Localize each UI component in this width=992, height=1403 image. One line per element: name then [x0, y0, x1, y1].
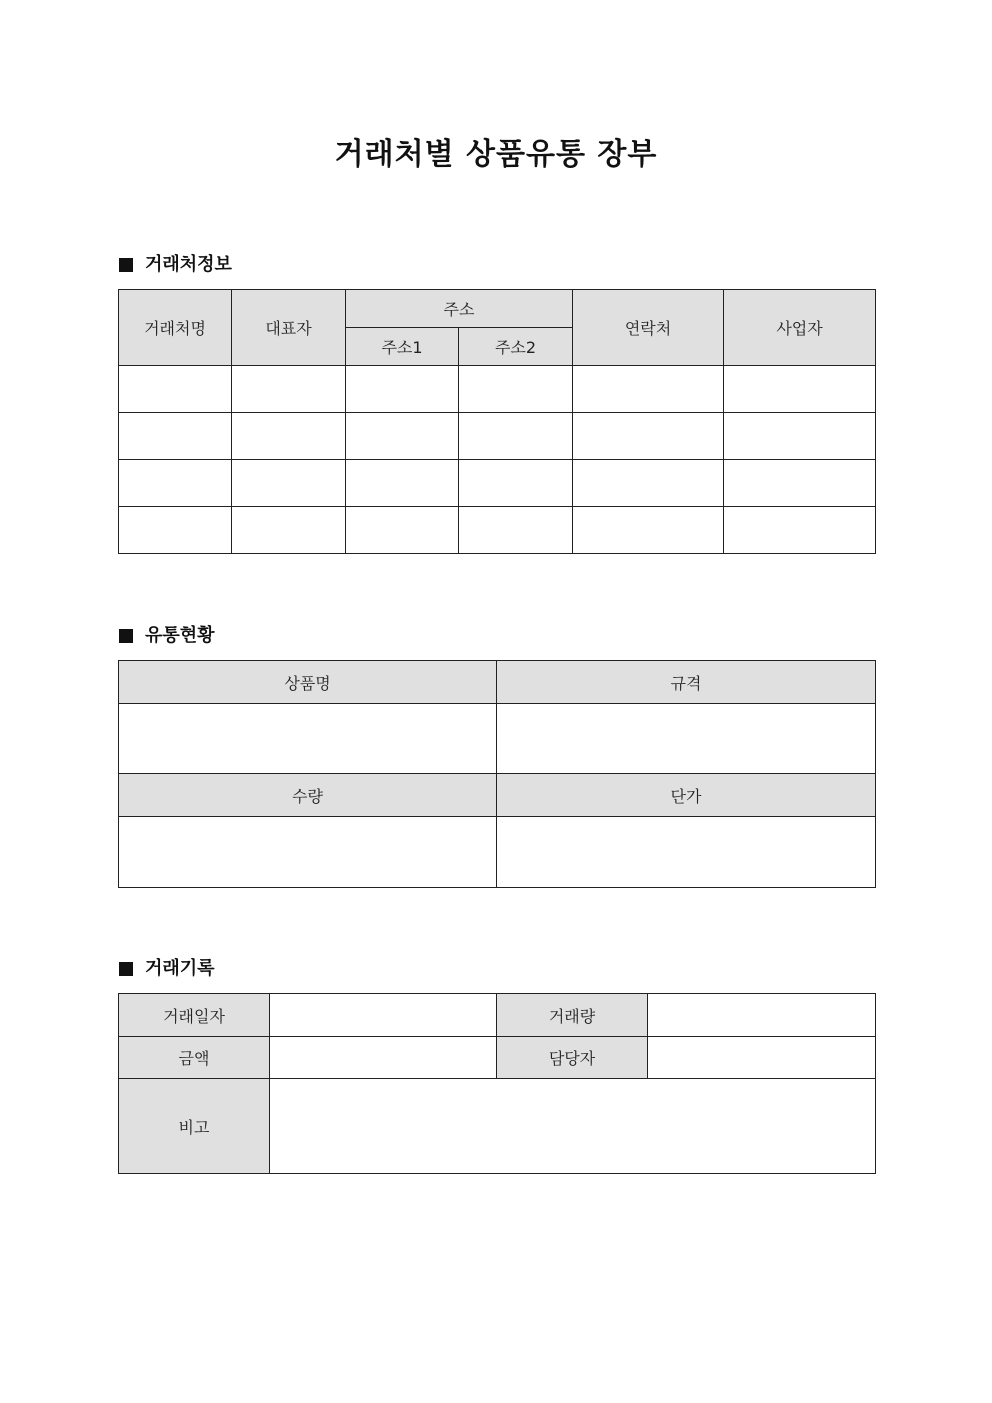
cell-transaction-volume[interactable] — [648, 994, 876, 1037]
cell-address1[interactable] — [346, 460, 459, 507]
cell-remarks[interactable] — [270, 1079, 876, 1174]
header-representative: 대표자 — [232, 290, 346, 366]
cell-product-name[interactable] — [119, 704, 497, 774]
cell-address2[interactable] — [459, 507, 573, 554]
cell-contact[interactable] — [573, 366, 724, 413]
transaction-record-table — [118, 993, 876, 1174]
cell-partner-name[interactable] — [119, 366, 232, 413]
section-heading-record-label: 거래기록 — [145, 958, 215, 979]
label-transaction-volume: 거래량 — [497, 994, 648, 1037]
cell-transaction-date[interactable] — [270, 994, 497, 1037]
header-address: 주소 — [346, 290, 573, 328]
partner-info-table — [118, 289, 876, 554]
section-heading-record — [119, 956, 215, 982]
cell-spec[interactable] — [497, 704, 876, 774]
cell-manager[interactable] — [648, 1037, 876, 1079]
header-quantity: 수량 — [119, 774, 497, 817]
square-bullet-icon — [119, 258, 133, 272]
table-row — [119, 366, 876, 413]
cell-unit-price[interactable] — [497, 817, 876, 888]
section-heading-partner-label: 거래처정보 — [145, 254, 232, 275]
header-address2: 주소2 — [459, 328, 573, 366]
label-remarks: 비고 — [119, 1079, 270, 1174]
cell-address2[interactable] — [459, 460, 573, 507]
header-spec: 규격 — [497, 661, 876, 704]
cell-partner-name[interactable] — [119, 460, 232, 507]
cell-representative[interactable] — [232, 366, 346, 413]
section-heading-distribution — [119, 623, 215, 649]
cell-address2[interactable] — [459, 413, 573, 460]
cell-partner-name[interactable] — [119, 413, 232, 460]
label-amount: 금액 — [119, 1037, 270, 1079]
table-row — [119, 413, 876, 460]
section-heading-partner — [119, 252, 232, 278]
header-partner-name: 거래처명 — [119, 290, 232, 366]
cell-representative[interactable] — [232, 413, 346, 460]
cell-business[interactable] — [724, 460, 876, 507]
header-unit-price: 단가 — [497, 774, 876, 817]
cell-quantity[interactable] — [119, 817, 497, 888]
label-transaction-date: 거래일자 — [119, 994, 270, 1037]
table-row — [119, 460, 876, 507]
header-product-name: 상품명 — [119, 661, 497, 704]
table-row — [119, 507, 876, 554]
cell-representative[interactable] — [232, 507, 346, 554]
header-contact: 연락처 — [573, 290, 724, 366]
distribution-table — [118, 660, 876, 888]
cell-partner-name[interactable] — [119, 507, 232, 554]
cell-representative[interactable] — [232, 460, 346, 507]
label-manager: 담당자 — [497, 1037, 648, 1079]
page-title: 거래처별 상품유통 장부 — [334, 137, 658, 172]
cell-business[interactable] — [724, 413, 876, 460]
cell-contact[interactable] — [573, 413, 724, 460]
cell-address1[interactable] — [346, 413, 459, 460]
cell-address1[interactable] — [346, 507, 459, 554]
cell-business[interactable] — [724, 366, 876, 413]
header-address1: 주소1 — [346, 328, 459, 366]
square-bullet-icon — [119, 629, 133, 643]
square-bullet-icon — [119, 962, 133, 976]
cell-contact[interactable] — [573, 507, 724, 554]
section-heading-distribution-label: 유통현황 — [145, 625, 215, 646]
cell-address1[interactable] — [346, 366, 459, 413]
cell-amount[interactable] — [270, 1037, 497, 1079]
cell-contact[interactable] — [573, 460, 724, 507]
cell-business[interactable] — [724, 507, 876, 554]
cell-address2[interactable] — [459, 366, 573, 413]
header-business: 사업자 — [724, 290, 876, 366]
